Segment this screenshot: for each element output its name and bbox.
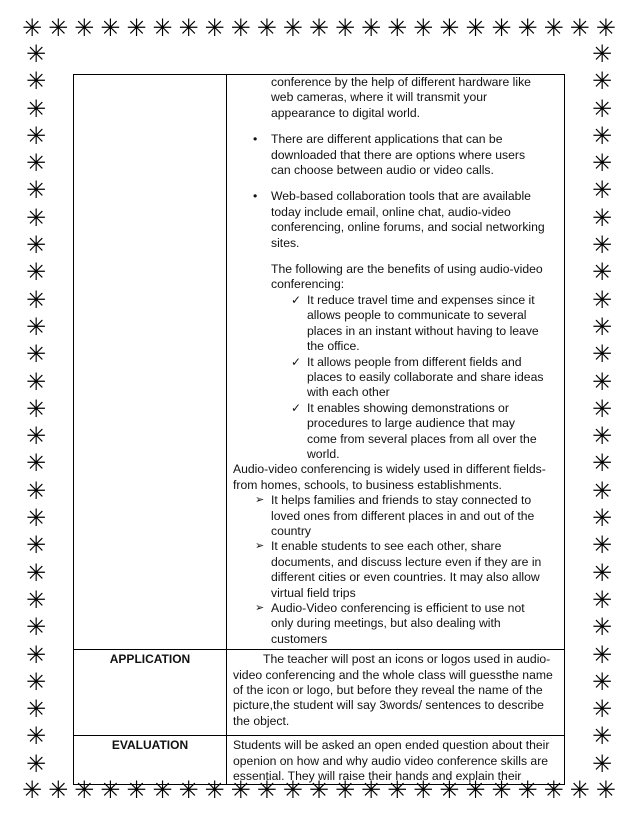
border-star-icon: ✳ xyxy=(591,203,613,232)
border-star-icon: ✳ xyxy=(25,422,47,451)
border-star-icon: ✳ xyxy=(591,613,613,642)
border-star-icon: ✳ xyxy=(74,776,95,804)
border-star-icon: ✳ xyxy=(22,14,43,42)
border-star-icon: ✳ xyxy=(591,176,613,205)
application-cell xyxy=(227,650,565,736)
border-star-icon: ✳ xyxy=(591,667,613,696)
border-star-icon: ✳ xyxy=(25,504,47,533)
benefit-text: It allows people from different fields and places to easily collaborate and share ideas with each other xyxy=(307,354,544,400)
border-star-icon: ✳ xyxy=(465,776,486,804)
border-star-icon: ✳ xyxy=(387,776,408,804)
border-star-icon: ✳ xyxy=(256,14,277,42)
border-star-icon: ✳ xyxy=(204,776,225,804)
bullet-icon: • xyxy=(253,189,258,204)
border-star-icon: ✳ xyxy=(282,14,303,42)
border-star-icon: ✳ xyxy=(413,776,434,804)
list-item xyxy=(233,493,546,539)
border-star-icon: ✳ xyxy=(387,14,408,42)
border-star-icon: ✳ xyxy=(439,776,460,804)
border-star-icon: ✳ xyxy=(25,94,47,123)
application-text: The teacher will post an icons or logos used in audio-video conferencing and the whole class will guessthe name of the icon or logo, but before they reveal the name of the picture,the student will say 3words/ sentences to describe the object. xyxy=(233,652,553,728)
border-star-icon: ✳ xyxy=(230,14,251,42)
border-star-icon: ✳ xyxy=(25,394,47,423)
border-star-icon: ✳ xyxy=(25,67,47,96)
benefit-text: It reduce travel time and expenses since it allows people to communicate to several places in an instant without having to leave the office. xyxy=(307,292,539,354)
discussion-content xyxy=(227,75,565,650)
border-star-icon: ✳ xyxy=(591,585,613,614)
continuation-text: conference by the help of different hardware like web cameras, where it will transmit your appearance to digital world. xyxy=(271,75,531,120)
border-star-icon: ✳ xyxy=(25,558,47,587)
border-star-icon: ✳ xyxy=(178,776,199,804)
border-star-icon: ✳ xyxy=(100,776,121,804)
usage-item-text: It helps families and friends to stay connected to loved ones from different places in and out of the country xyxy=(271,493,535,538)
border-star-icon: ✳ xyxy=(25,176,47,205)
border-star-icon: ✳ xyxy=(308,776,329,804)
list-item xyxy=(233,539,546,601)
benefits-intro: The following are the benefits of using audio-video conferencing: xyxy=(271,262,543,292)
border-star-icon: ✳ xyxy=(334,776,356,804)
border-star-icon: ✳ xyxy=(25,585,47,614)
row-label-application: APPLICATION xyxy=(74,650,227,736)
benefit-text: It enables showing demonstrations or procedures to large audience that may come from several places from all over the world. xyxy=(307,400,537,461)
border-star-icon: ✳ xyxy=(25,476,47,505)
list-item xyxy=(233,355,546,401)
border-star-icon: ✳ xyxy=(439,14,460,42)
bullet-text: There are different applications that can be downloaded that there are options where users can choose between audio or video calls. xyxy=(271,132,526,178)
border-star-icon: ✳ xyxy=(25,312,47,341)
border-star-icon: ✳ xyxy=(204,14,225,42)
border-star-icon: ✳ xyxy=(22,776,43,804)
list-item xyxy=(233,132,546,178)
border-star-icon: ✳ xyxy=(591,394,613,423)
border-star-icon: ✳ xyxy=(591,121,613,150)
border-star-icon: ✳ xyxy=(591,285,613,314)
border-star-icon: ✳ xyxy=(25,449,47,478)
border-star-icon: ✳ xyxy=(591,340,613,369)
border-star-icon: ✳ xyxy=(256,776,277,804)
bullet-icon: • xyxy=(253,132,258,147)
border-star-icon: ✳ xyxy=(25,722,47,751)
border-star-icon: ✳ xyxy=(591,94,613,123)
border-star-icon: ✳ xyxy=(591,231,613,260)
border-star-icon: ✳ xyxy=(517,776,538,804)
border-star-icon: ✳ xyxy=(25,667,47,696)
border-star-icon: ✳ xyxy=(569,14,590,42)
border-star-icon: ✳ xyxy=(591,258,613,287)
bullet-text: Web-based collaboration tools that are available today include email, online chat, audio-video conferencing, online forums, and social networking sites. xyxy=(271,189,545,250)
border-star-icon: ✳ xyxy=(25,613,47,642)
usage-item-text: Audio-Video conferencing is efficient to use not only during meetings, but also dealing with customers xyxy=(271,601,525,646)
arrow-bullet-icon: ➢ xyxy=(255,540,265,553)
border-star-icon: ✳ xyxy=(308,14,329,42)
border-star-icon: ✳ xyxy=(591,367,613,396)
border-star-icon: ✳ xyxy=(591,149,613,178)
border-star-icon: ✳ xyxy=(491,776,512,804)
border-star-icon: ✳ xyxy=(591,722,613,751)
border-right xyxy=(588,42,616,776)
border-star-icon: ✳ xyxy=(569,776,590,804)
border-star-icon: ✳ xyxy=(591,312,613,341)
list-item xyxy=(233,189,546,251)
border-star-icon: ✳ xyxy=(25,121,47,150)
checkmark-icon: ✓ xyxy=(291,354,302,369)
border-star-icon: ✳ xyxy=(591,476,613,505)
border-star-icon: ✳ xyxy=(126,14,147,42)
border-star-icon: ✳ xyxy=(591,695,613,724)
border-star-icon: ✳ xyxy=(74,14,95,42)
list-item xyxy=(233,293,546,355)
border-star-icon: ✳ xyxy=(591,531,613,560)
table-row-evaluation xyxy=(74,736,565,785)
border-star-icon: ✳ xyxy=(25,231,47,260)
border-star-icon: ✳ xyxy=(595,14,616,42)
border-star-icon: ✳ xyxy=(543,776,564,804)
border-star-icon: ✳ xyxy=(230,776,251,804)
border-star-icon: ✳ xyxy=(413,14,434,42)
border-star-icon: ✳ xyxy=(48,776,69,804)
border-star-icon: ✳ xyxy=(25,531,47,560)
border-star-icon: ✳ xyxy=(152,14,173,42)
table-row-application xyxy=(74,650,565,736)
border-star-icon: ✳ xyxy=(591,40,613,68)
row-label-empty xyxy=(74,75,227,650)
evaluation-cell xyxy=(227,736,565,785)
border-star-icon: ✳ xyxy=(591,449,613,478)
border-star-icon: ✳ xyxy=(25,340,47,369)
table-row-discussion xyxy=(74,75,565,650)
border-star-icon: ✳ xyxy=(591,67,613,96)
border-star-icon: ✳ xyxy=(25,258,47,287)
border-star-icon: ✳ xyxy=(595,776,616,804)
border-star-icon: ✳ xyxy=(591,640,613,669)
border-star-icon: ✳ xyxy=(25,203,47,232)
border-star-icon: ✳ xyxy=(282,776,303,804)
arrow-bullet-icon: ➢ xyxy=(255,494,265,507)
lesson-plan-table xyxy=(73,74,565,785)
arrow-bullet-icon: ➢ xyxy=(255,602,265,614)
border-star-icon: ✳ xyxy=(25,749,47,778)
border-star-icon: ✳ xyxy=(126,776,147,804)
border-star-icon: ✳ xyxy=(361,14,382,42)
checkmark-icon: ✓ xyxy=(291,292,302,307)
border-top xyxy=(22,14,616,42)
evaluation-text: Students will be asked an open ended question about their openion on how and why audio video conference skills are essential. They will raise their hands and explain their xyxy=(233,738,550,784)
list-item xyxy=(233,401,546,463)
border-star-icon: ✳ xyxy=(591,422,613,451)
border-star-icon: ✳ xyxy=(48,14,69,42)
border-star-icon: ✳ xyxy=(178,14,199,42)
border-star-icon: ✳ xyxy=(100,14,121,42)
border-star-icon: ✳ xyxy=(334,14,356,42)
border-star-icon: ✳ xyxy=(591,558,613,587)
border-left xyxy=(22,42,50,776)
usage-text: Audio-video conferencing is widely used in different fields- from homes, schools, to business establishments. xyxy=(233,462,546,492)
border-star-icon: ✳ xyxy=(491,14,512,42)
border-star-icon: ✳ xyxy=(25,367,47,396)
border-star-icon: ✳ xyxy=(517,14,538,42)
border-star-icon: ✳ xyxy=(543,14,564,42)
checkmark-icon: ✓ xyxy=(291,400,302,415)
border-star-icon: ✳ xyxy=(25,40,47,68)
border-star-icon: ✳ xyxy=(465,14,486,42)
border-star-icon: ✳ xyxy=(25,640,47,669)
border-star-icon: ✳ xyxy=(591,504,613,533)
border-star-icon: ✳ xyxy=(152,776,173,804)
border-star-icon: ✳ xyxy=(25,285,47,314)
border-star-icon: ✳ xyxy=(25,149,47,178)
border-star-icon: ✳ xyxy=(361,776,382,804)
list-item xyxy=(233,601,546,647)
border-star-icon: ✳ xyxy=(591,749,613,778)
border-star-icon: ✳ xyxy=(25,695,47,724)
row-label-evaluation: EVALUATION xyxy=(74,736,227,785)
usage-item-text: It enable students to see each other, share documents, and discuss lecture even if they are in different cities or even countries. It may also allow virtual field trips xyxy=(271,539,542,600)
